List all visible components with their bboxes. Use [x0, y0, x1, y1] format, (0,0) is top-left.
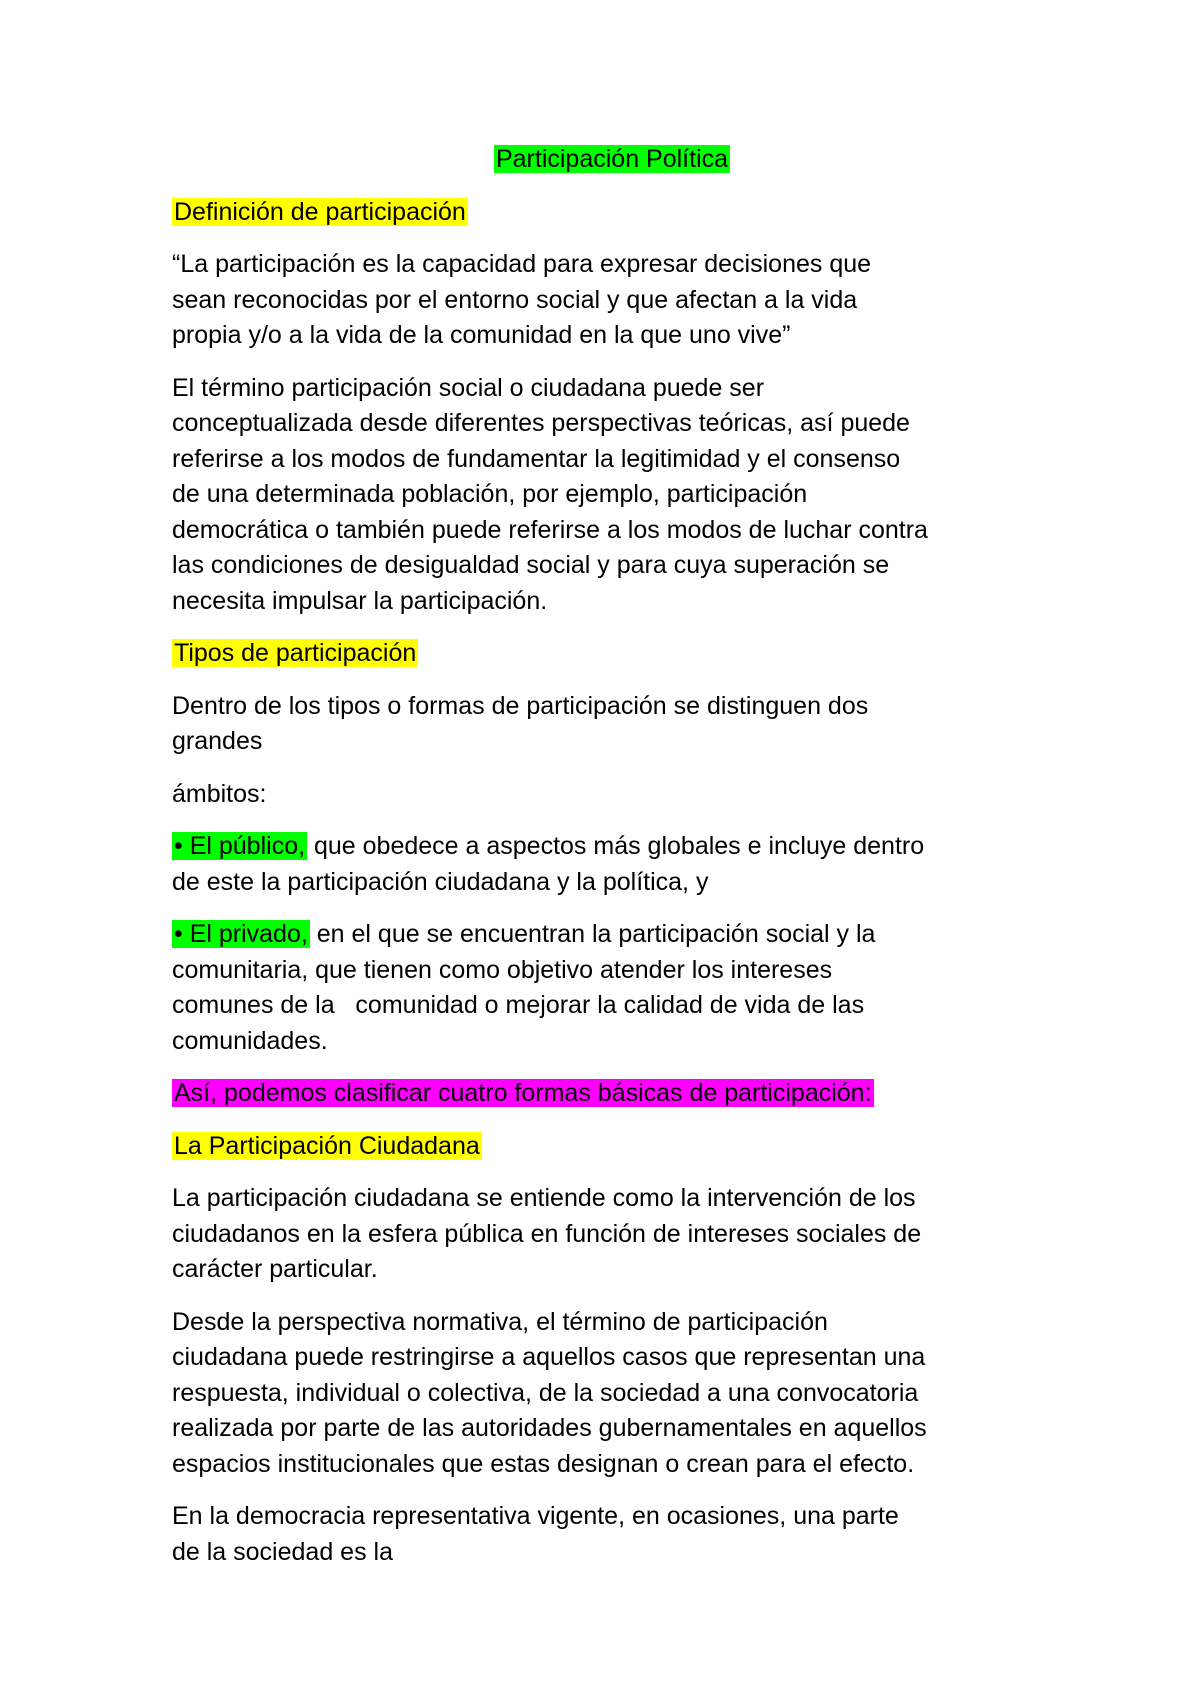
definition-heading: Definición de participación — [174, 197, 466, 226]
citizen-paragraph-2: Desde la perspectiva normativa, el término de participación ciudadana puede restringirse a aquellos casos que representan una respuesta, individual o colectiva, de la sociedad a una convocatoria realizada por parte de las autoridades gubernamentales en aquellos espacios institucionales que estas designan o crean para el efecto. — [172, 1307, 927, 1478]
classification-heading: Así, podemos clasificar cuatro formas básicas de participación: — [174, 1079, 872, 1107]
public-text: que obedece a aspectos más globales e incluye dentro de este la participación ciudadana y la política, y — [172, 832, 925, 896]
classification-heading-line — [172, 1076, 1052, 1112]
list-item-private — [172, 917, 1052, 1059]
private-text: en el que se encuentran la participación social y la comunitaria, que tienen como objetivo atender los intereses comunes de la comunidad o mejorar la calidad de vida de las comunidades. — [172, 920, 876, 1055]
citizen-paragraph-3: En la democracia representativa vigente, en ocasiones, una parte de la sociedad es la — [172, 1502, 899, 1566]
list-item-public — [172, 829, 1052, 900]
public-label: • El público, — [174, 832, 306, 860]
types-heading: Tipos de participación — [174, 639, 417, 667]
document-body — [172, 142, 1052, 1587]
document-title: Participación Política — [495, 145, 729, 173]
citizen-heading-line — [172, 1129, 1052, 1165]
private-label: • El privado, — [174, 920, 308, 948]
types-intro-continued: ámbitos: — [172, 779, 267, 808]
definition-heading-line — [172, 195, 1052, 231]
definition-quote: “La participación es la capacidad para expresar decisiones que sean reconocidas por el entorno social y que afectan a la vida propia y/o a la vida de la comunidad en la que uno vive” — [172, 250, 872, 349]
document-title-line — [172, 142, 1052, 178]
definition-paragraph: El término participación social o ciudadana puede ser conceptualizada desde diferentes perspectivas teóricas, así puede referirse a los modos de fundamentar la legitimidad y el consenso de una determinada población, por ejemplo, participación democrática o también puede referirse a los modos de luchar contra las condiciones de desigualdad social y para cuya superación se necesita impulsar la participación. — [172, 373, 928, 615]
types-heading-line — [172, 636, 1052, 672]
citizen-heading: La Participación Ciudadana — [174, 1131, 480, 1160]
citizen-paragraph-1: La participación ciudadana se entiende como la intervención de los ciudadanos en la esfera pública en función de intereses sociales de carácter particular. — [172, 1184, 922, 1283]
types-intro: Dentro de los tipos o formas de participación se distinguen dos grandes — [172, 691, 869, 755]
